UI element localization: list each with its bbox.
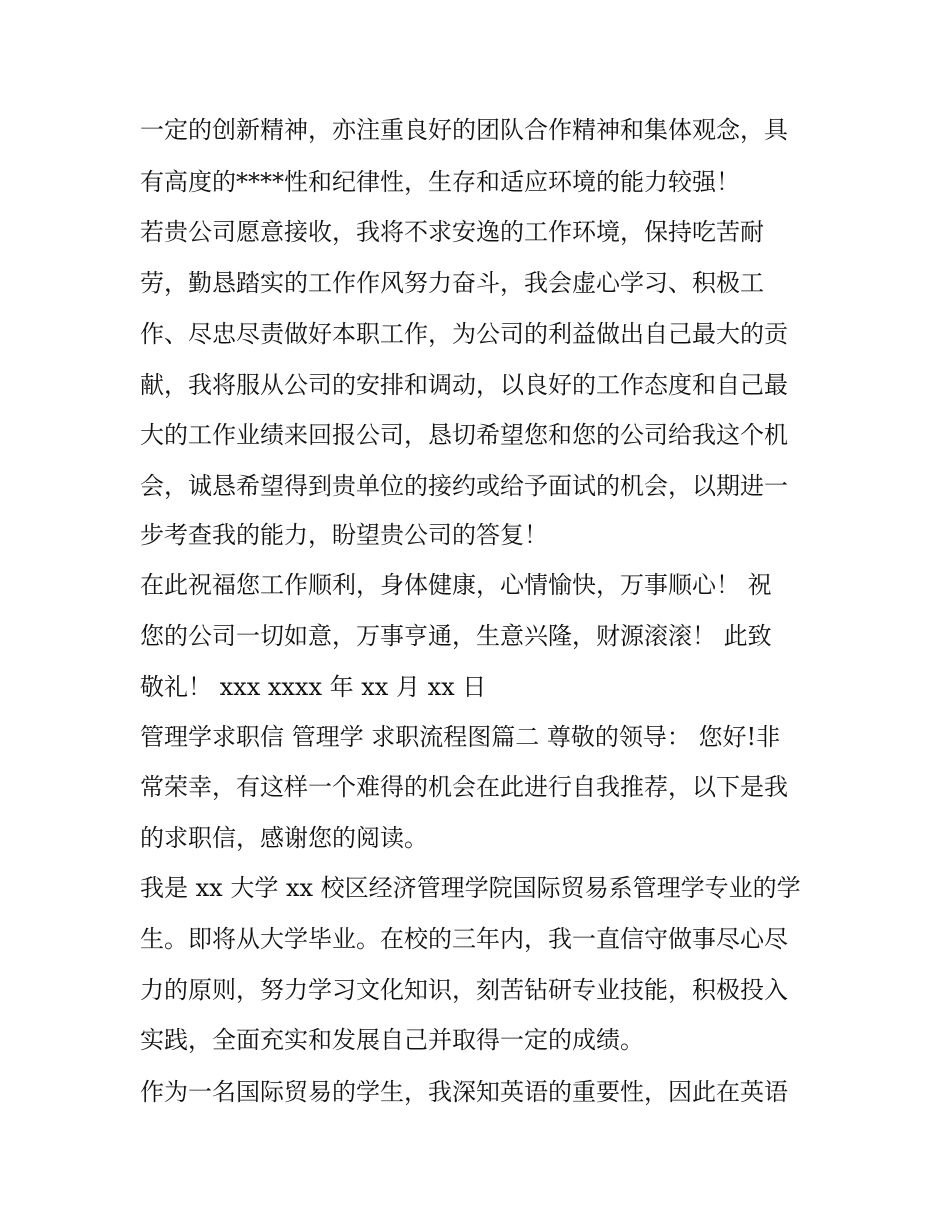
text-line-10: 在此祝福您工作顺利，身体健康，心情愉快，万事顺心！ 祝 [140, 571, 772, 599]
text-line-14: 常荣幸，有这样一个难得的机会在此进行自我推荐，以下是我 [140, 773, 788, 801]
text-line-5: 作、尽忠尽责做好本职工作，为公司的利益做出自己最大的贡 [140, 320, 788, 348]
text-line-17: 生。即将从大学毕业。在校的三年内，我一直信守做事尽心尽 [140, 925, 788, 953]
text-line-19: 实践，全面充实和发展自己并取得一定的成绩。 [140, 1026, 644, 1054]
text-line-3: 若贵公司愿意接收，我将不求安逸的工作环境，保持吃苦耐 [140, 218, 764, 246]
text-line-11: 您的公司一切如意，万事亨通，生意兴隆，财源滚滚！ 此致 [140, 622, 772, 650]
text-line-2: 有高度的****性和纪律性，生存和适应环境的能力较强！ [140, 168, 740, 196]
text-line-13: 管理学求职信 管理学 求职流程图篇二 尊敬的领导： 您好!非 [140, 723, 781, 751]
text-line-1: 一定的创新精神，亦注重良好的团队合作精神和集体观念，具 [140, 116, 788, 144]
text-line-4: 劳，勤恳踏实的工作作风努力奋斗，我会虚心学习、积极工 [140, 269, 764, 297]
text-line-20: 作为一名国际贸易的学生，我深知英语的重要性，因此在英语 [140, 1078, 788, 1106]
text-line-12: 敬礼！ xxx xxxx 年 xx 月 xx 日 [140, 673, 487, 701]
text-line-7: 大的工作业绩来回报公司，恳切希望您和您的公司给我这个机 [140, 421, 788, 449]
text-line-16: 我是 xx 大学 xx 校区经济管理学院国际贸易系管理学专业的学 [140, 874, 801, 902]
text-line-18: 力的原则，努力学习文化知识，刻苦钻研专业技能，积极投入 [140, 976, 788, 1004]
text-line-9: 步考查我的能力，盼望贵公司的答复！ [140, 521, 548, 549]
text-line-6: 献，我将服从公司的安排和调动，以良好的工作态度和自己最 [140, 371, 788, 399]
text-line-15: 的求职信，感谢您的阅读。 [140, 824, 428, 852]
text-line-8: 会，诚恳希望得到贵单位的接约或给予面试的机会，以期进一 [140, 472, 788, 500]
